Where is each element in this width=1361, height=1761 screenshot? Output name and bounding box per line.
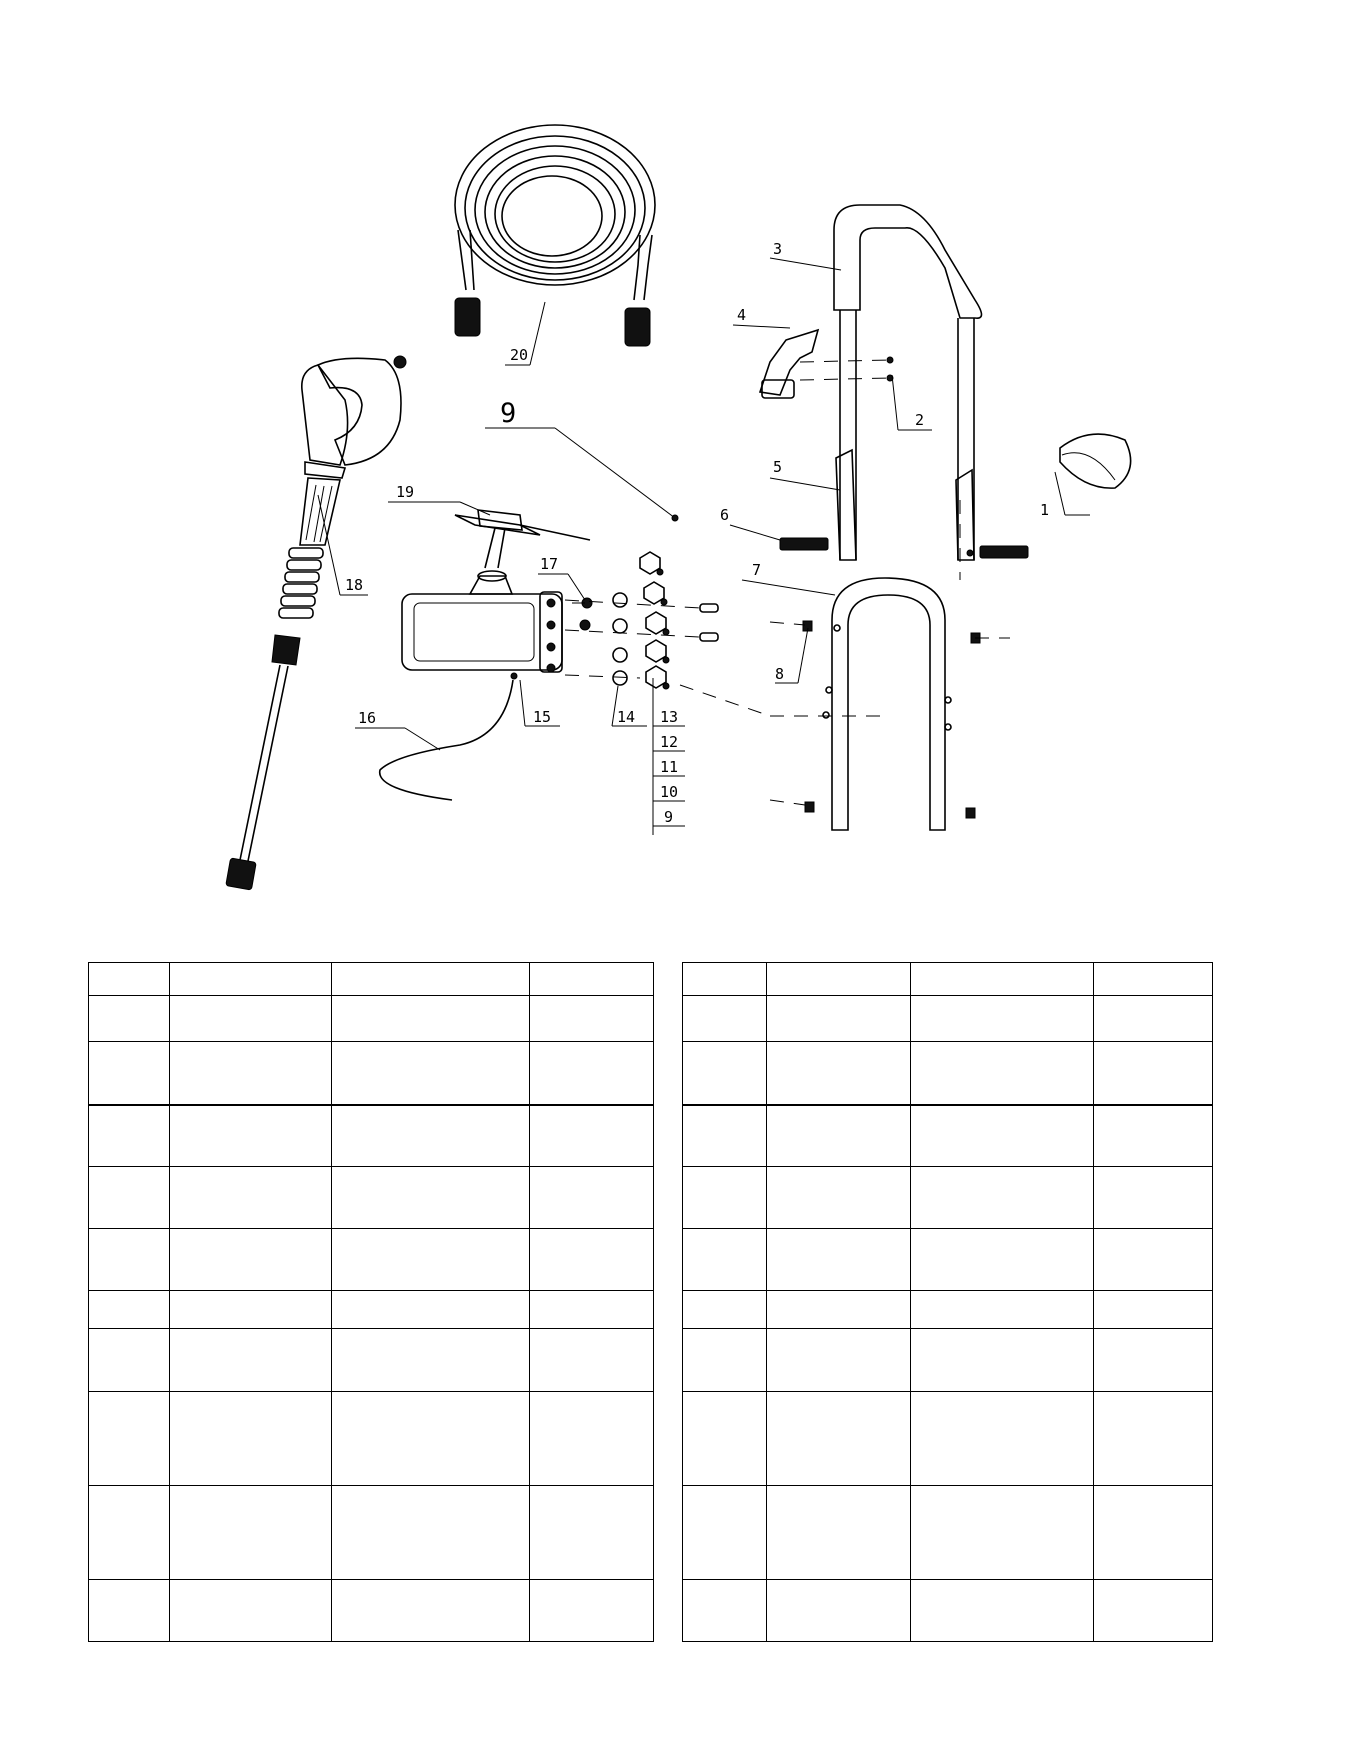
callout-19: 19 xyxy=(396,483,415,501)
upper-handle xyxy=(834,205,982,560)
callout-3: 3 xyxy=(773,240,783,258)
callout-2: 2 xyxy=(915,411,925,429)
callout-4: 4 xyxy=(737,306,747,324)
parts-table-right xyxy=(682,962,1213,1642)
table-row xyxy=(89,1105,654,1167)
callout-8: 8 xyxy=(775,665,785,683)
table-row xyxy=(89,1042,654,1105)
callout-7: 7 xyxy=(752,561,762,579)
table-row xyxy=(683,1486,1213,1580)
callout-14: 14 xyxy=(617,708,636,726)
parts-table-left xyxy=(88,962,654,1642)
hose-coil xyxy=(455,125,655,346)
callout-15: 15 xyxy=(533,708,552,726)
table-row xyxy=(683,1580,1213,1642)
tank-lid xyxy=(455,510,590,581)
callout-12: 12 xyxy=(660,733,679,751)
hose-hook xyxy=(760,330,893,398)
lower-frame xyxy=(770,578,1010,830)
table-row xyxy=(683,1042,1213,1105)
table-row xyxy=(683,1291,1213,1329)
callout-18: 18 xyxy=(345,576,364,594)
table-row xyxy=(89,1291,654,1329)
callout-9-large: 9 xyxy=(500,398,517,429)
siphon-tube xyxy=(380,680,513,800)
detergent-tank xyxy=(402,576,562,679)
table-row xyxy=(683,996,1213,1042)
callout-5: 5 xyxy=(773,458,783,476)
table-row xyxy=(683,963,1213,996)
table-row xyxy=(89,996,654,1042)
callout-20: 20 xyxy=(510,346,529,364)
callout-16: 16 xyxy=(358,709,377,727)
callout-10: 10 xyxy=(660,783,679,801)
spray-gun xyxy=(226,356,406,890)
callout-6: 6 xyxy=(720,506,730,524)
bolts xyxy=(780,500,1028,580)
callout-17: 17 xyxy=(540,555,559,573)
callout-labels xyxy=(345,240,1049,826)
table-row xyxy=(89,1329,654,1392)
table-row xyxy=(89,1580,654,1642)
table-row xyxy=(89,1229,654,1291)
callout-9: 9 xyxy=(664,808,674,826)
table-row xyxy=(683,1392,1213,1486)
table-row xyxy=(683,1167,1213,1229)
table-row xyxy=(89,963,654,996)
callout-1: 1 xyxy=(1040,501,1050,519)
table-row xyxy=(683,1329,1213,1392)
table-row xyxy=(89,1392,654,1486)
table-row xyxy=(89,1486,654,1580)
handle-grip xyxy=(1060,434,1131,488)
callout-11: 11 xyxy=(660,758,679,776)
table-row xyxy=(89,1167,654,1229)
table-row xyxy=(683,1229,1213,1291)
callout-13: 13 xyxy=(660,708,679,726)
table-row xyxy=(683,1105,1213,1167)
